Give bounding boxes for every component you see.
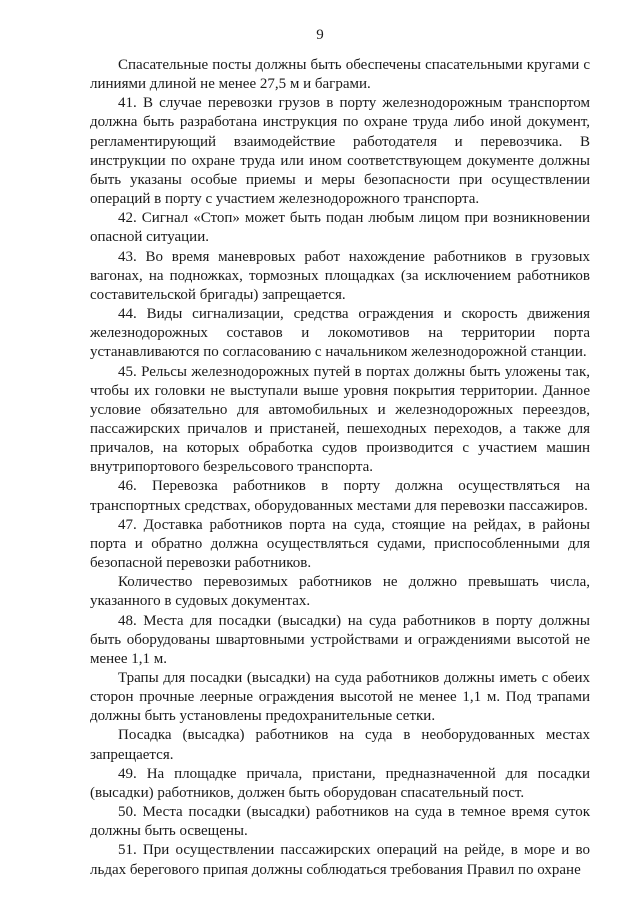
document-body: [90, 56, 590, 880]
paragraph-rescue-posts: Спасательные посты должны быть обеспечены спасательными кругами с линиями длиной не менее 27,5 м и баграми.: [90, 57, 590, 93]
paragraph-49: 49. На площадке причала, пристани, предназначенной для посадки (высадки) работников, должен быть оборудован спасательный пост.: [90, 765, 590, 801]
paragraph-48-prohibition: Посадка (высадка) работников на суда в необорудованных местах запрещается.: [90, 727, 590, 763]
paragraph-41: 41. В случае перевозки грузов в порту железнодорожным транспортом должна быть разработана инструкция по охране труда либо иной документ, регламентирующий взаимодействие работодателя и перевозчика. В инструкции по охране труда или ином соответствующем документе должны быть указаны особые приемы и меры безопасности при осуществлении операций в порту с участием железнодорожного транспорта.: [90, 95, 590, 208]
paragraph-47: 47. Доставка работников порта на суда, стоящие на рейдах, в районы порта и обратно должна осуществляться судами, приспособленными для безопасной перевозки работников.: [90, 516, 590, 572]
paragraph-48: 48. Места для посадки (высадки) на суда работников в порту должны быть оборудованы швартовными устройствами и ограждениями высотой не менее 1,1 м.: [90, 612, 590, 667]
paragraph-51: 51. При осуществлении пассажирских операций на рейде, в море и во льдах берегового припая должны соблюдаться требования Правил по охране: [90, 842, 590, 878]
paragraph-44: 44. Виды сигнализации, средства ограждения и скорость движения железнодорожных составов и локомотивов на территории порта устанавливаются по согласованию с начальником железнодорожной станции.: [90, 306, 590, 361]
paragraph-45: 45. Рельсы железнодорожных путей в портах должны быть уложены так, чтобы их головки не выступали выше уровня покрытия территории. Данное условие обязательно для автомобильных и железнодорожных переездов, пассажирских причалов и пристаней, пешеходных переходов, а также для причалов, на которых обработка судов производится с участием машин внутрипортового безрельсового транспорта.: [90, 363, 590, 476]
paragraph-46: 46. Перевозка работников в порту должна осуществляться на транспортных средствах, оборудованных местами для перевозки пассажиров.: [90, 478, 590, 514]
paragraph-47-count: Количество перевозимых работников не должно превышать числа, указанного в судовых документах.: [90, 574, 590, 610]
paragraph-48-gangways: Трапы для посадки (высадки) на суда работников должны иметь с обеих сторон прочные леерные ограждения высотой не менее 1,1 м. Под трапами должны быть установлены предохранительные сетки.: [90, 670, 590, 725]
page-number: 9: [316, 27, 324, 43]
paragraph-42: 42. Сигнал «Стоп» может быть подан любым лицом при возникновении опасной ситуации.: [90, 210, 590, 246]
paragraph-50: 50. Места посадки (высадки) работников на суда в темное время суток должны быть освещены.: [90, 804, 590, 840]
paragraph-43: 43. Во время маневровых работ нахождение работников в грузовых вагонах, на подножках, тормозных площадках (за исключением работников составительской бригады) запрещается.: [90, 248, 590, 303]
